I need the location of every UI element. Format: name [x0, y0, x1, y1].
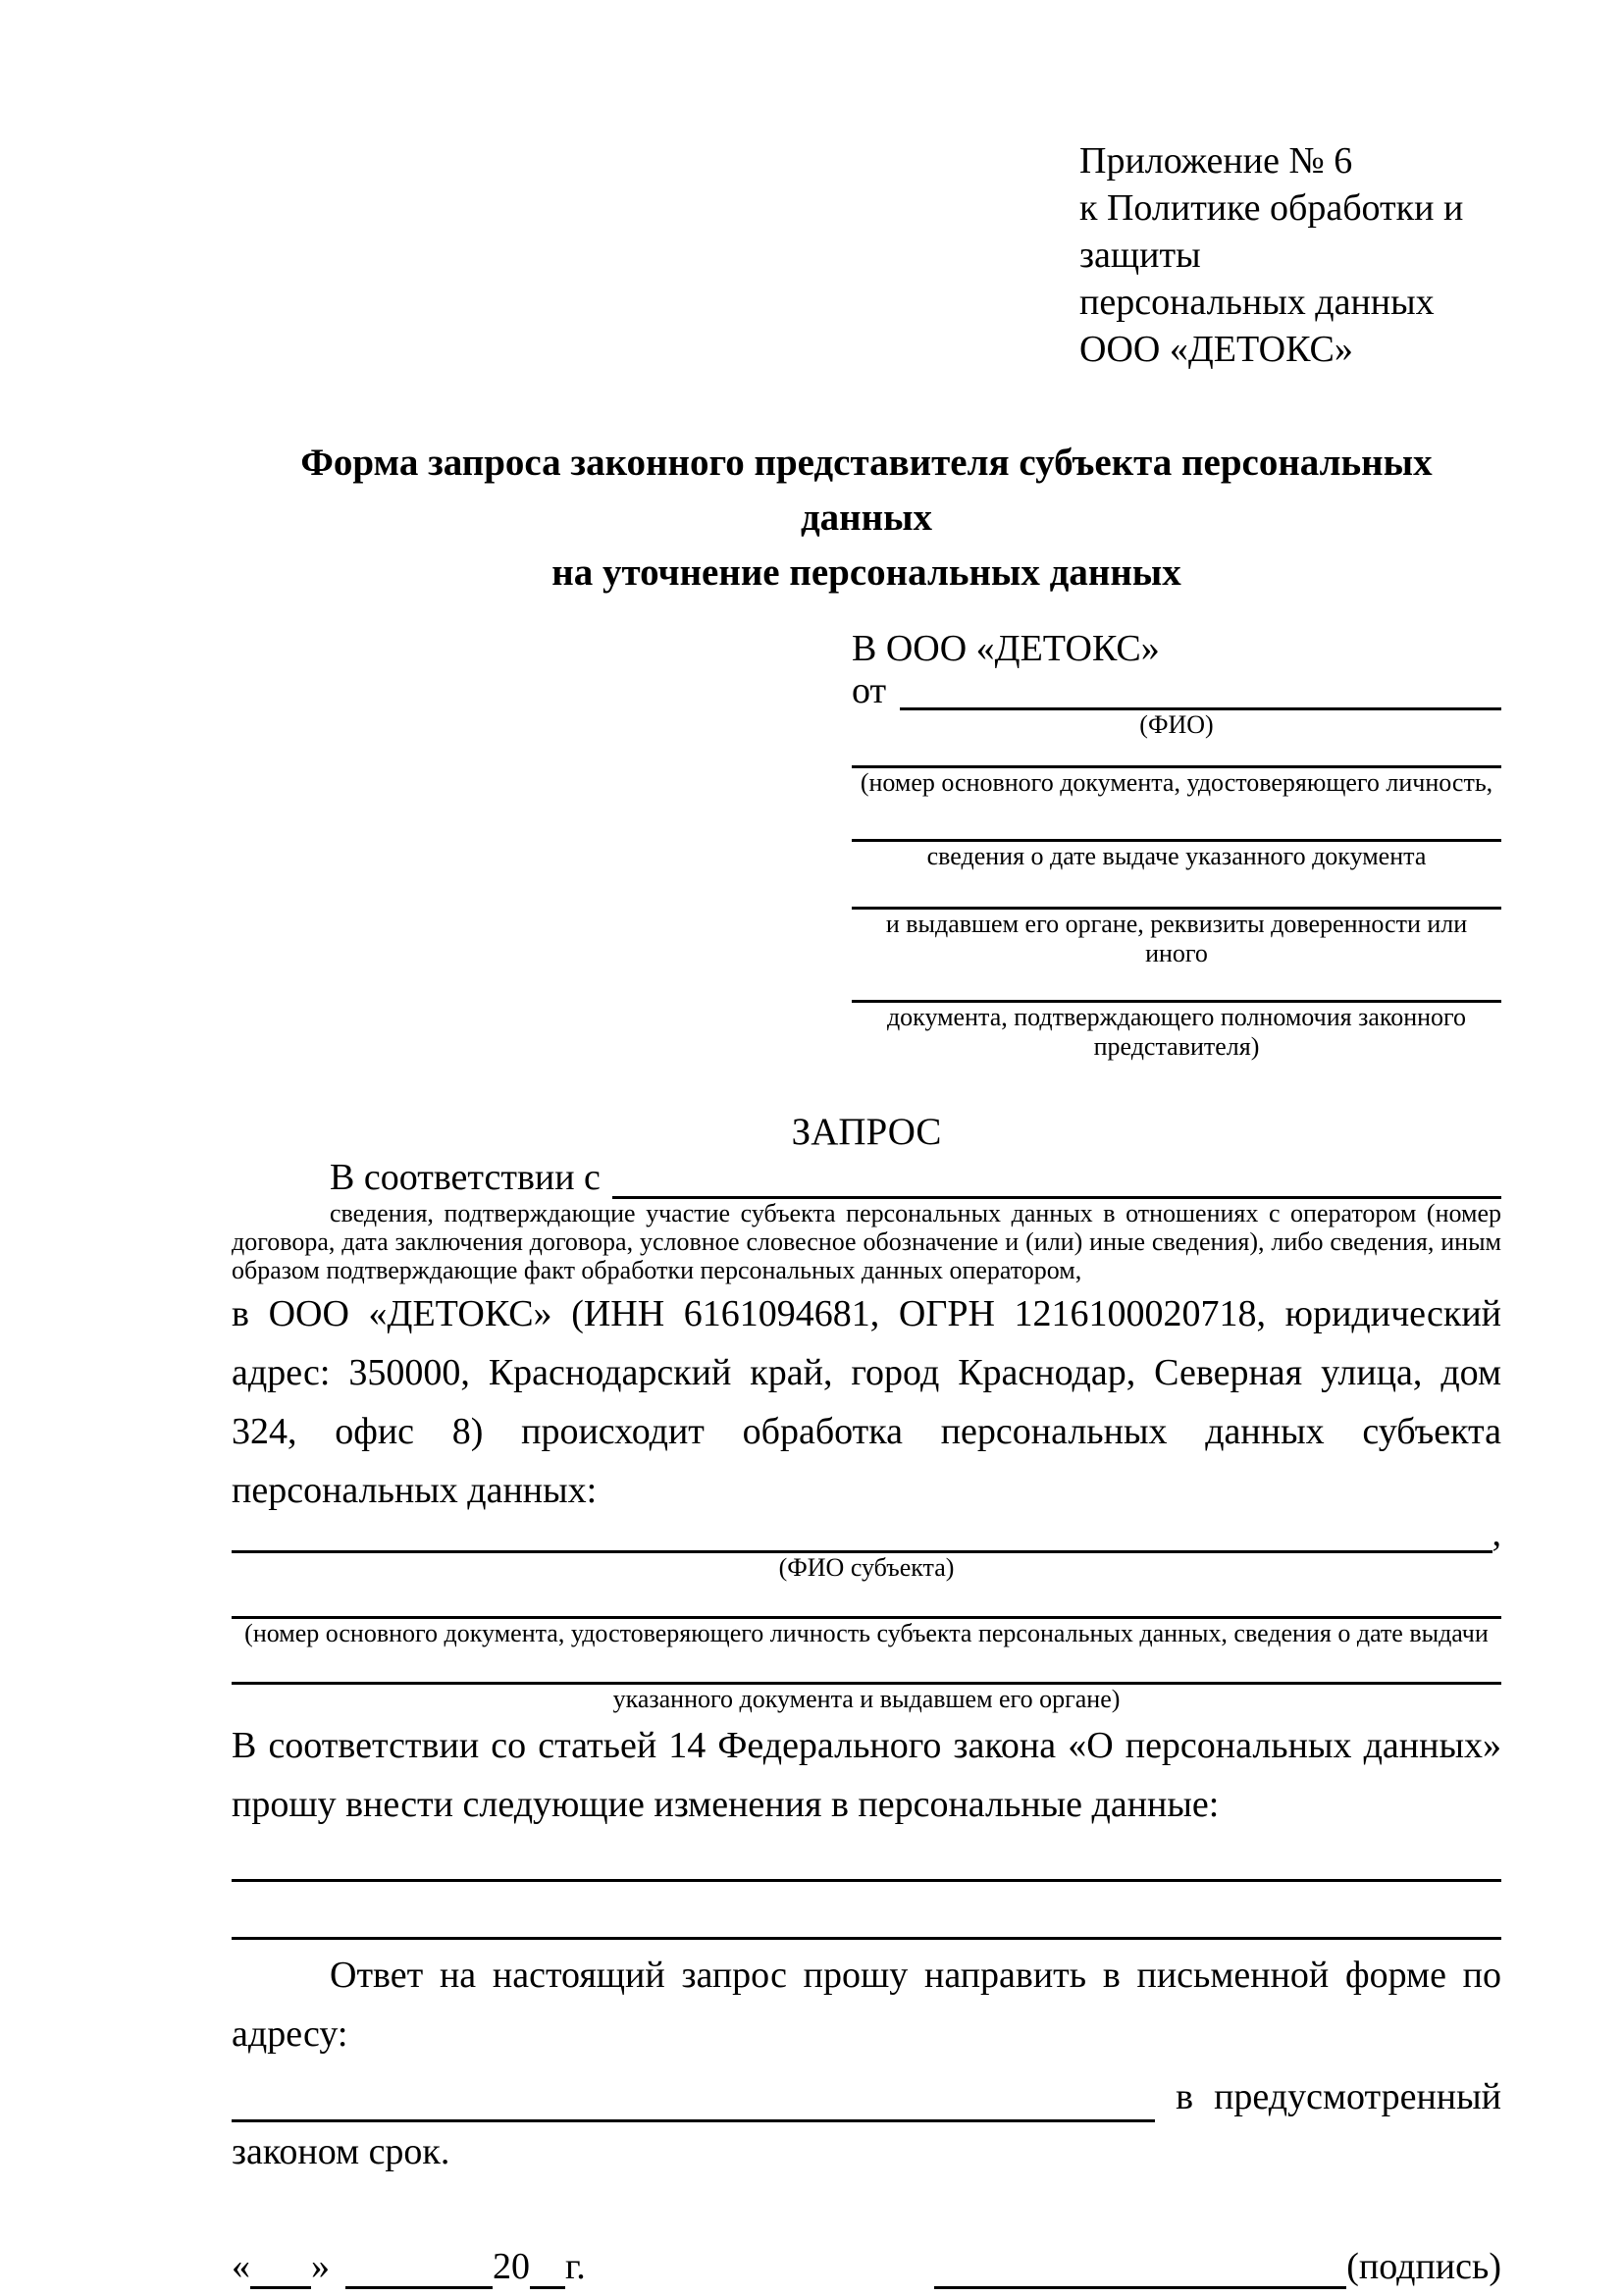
- document-title-line: Форма запроса законного представителя субъекта персональных данных: [300, 442, 1433, 539]
- addressee-from-row: [852, 671, 1501, 710]
- appendix-line: ООО «ДЕТОКС»: [1079, 329, 1353, 370]
- signature-line: [934, 2247, 1346, 2289]
- reply-tail: законом срок.: [232, 2131, 450, 2172]
- signature-caption: (подпись): [1346, 2246, 1501, 2287]
- date-month-line: [345, 2247, 493, 2289]
- accordance-row: [232, 1156, 1501, 1199]
- subject-fio-caption: (ФИО субъекта): [778, 1553, 955, 1582]
- representative-doc-field: [852, 798, 1501, 871]
- reply-word-in: в: [1176, 2076, 1194, 2117]
- address-field-line: [232, 2070, 1155, 2122]
- accordance-field-line: [612, 1161, 1501, 1199]
- article-paragraph: В соответствии со статьей 14 Федерального закона «О персональных данных» прошу внести следующие изменения в персональные данные:: [232, 1725, 1501, 1825]
- from-label: от: [852, 670, 887, 711]
- doc-field-line: [852, 871, 1501, 910]
- date-year-suffix: г.: [565, 2246, 586, 2287]
- document-title-line: на уточнение персональных данных: [551, 551, 1181, 594]
- date-year-prefix: 20: [493, 2246, 530, 2287]
- subject-fio-line: [232, 1527, 1492, 1553]
- date-signature-row: [232, 2244, 1501, 2289]
- subject-doc-line: [232, 1583, 1501, 1619]
- changes-field-line: [232, 1834, 1501, 1882]
- subject-comma: ,: [1492, 1513, 1501, 1554]
- request-heading: ЗАПРОС: [791, 1111, 942, 1153]
- representative-doc-field: [852, 740, 1501, 798]
- reply-address-row: [232, 2063, 1501, 2122]
- representative-doc-field: [852, 968, 1501, 1062]
- addressee-block: [852, 626, 1501, 1062]
- doc-field-caption: и выдавшем его органе, реквизиты доверенности или иного: [885, 910, 1468, 967]
- signature-group: [934, 2244, 1501, 2289]
- fio-field-line: [900, 672, 1501, 710]
- fio-caption: (ФИО): [1139, 710, 1214, 739]
- appendix-line: персональных данных: [1079, 282, 1435, 323]
- doc-field-caption: документа, подтверждающего полномочия законного представителя): [886, 1003, 1467, 1061]
- addressee-to: В ООО «ДЕТОКС»: [852, 628, 1160, 669]
- subject-doc-line: [232, 1648, 1501, 1685]
- doc-field-line: [852, 740, 1501, 768]
- doc-field-line: [852, 968, 1501, 1003]
- doc-field-caption: (номер основного документа, удостоверяющего личность,: [860, 768, 1493, 797]
- subject-doc-caption: (номер основного документа, удостоверяющего личность субъекта персональных данных, сведения о дате выдачи: [244, 1619, 1489, 1647]
- appendix-line: к Политике обработки и защиты: [1079, 187, 1464, 276]
- date-year-line: [530, 2247, 565, 2289]
- doc-field-line: [852, 798, 1501, 842]
- document-title: [232, 436, 1501, 600]
- date-day-line: [250, 2247, 311, 2289]
- representative-doc-field: [852, 871, 1501, 968]
- changes-field-line: [232, 1882, 1501, 1940]
- date-quote-close: »: [311, 2246, 330, 2287]
- appendix-block: [1079, 137, 1501, 373]
- subject-doc-caption: указанного документа и выдавшем его органе): [612, 1685, 1121, 1713]
- reply-word-term: предусмотренный: [1214, 2076, 1502, 2117]
- accordance-label: В соответствии с: [330, 1157, 601, 1198]
- subject-fio-row: [232, 1513, 1501, 1554]
- operator-paragraph: в ООО «ДЕТОКС» (ИНН 6161094681, ОГРН 1216100020718, юридический адрес: 350000, Краснодарский край, город Краснодар, Северная улица, дом 324, офис 8) происходит обработка персональных данных субъекта персональных данных:: [232, 1293, 1501, 1511]
- appendix-line: Приложение № 6: [1079, 140, 1353, 182]
- date-quote-open: «: [232, 2246, 250, 2287]
- date-group: [232, 2244, 586, 2289]
- basis-caption: сведения, подтверждающие участие субъекта персональных данных в отношениях с оператором (номер договора, дата заключения договора, условное словесное обозначение и (или) иные сведения), либо сведения, иным образом подтверждающие факт обработки персональных данных оператором,: [232, 1199, 1501, 1284]
- reply-paragraph: Ответ на настоящий запрос прошу направить в письменной форме по адресу:: [232, 1955, 1501, 2055]
- doc-field-caption: сведения о дате выдаче указанного документа: [926, 842, 1427, 870]
